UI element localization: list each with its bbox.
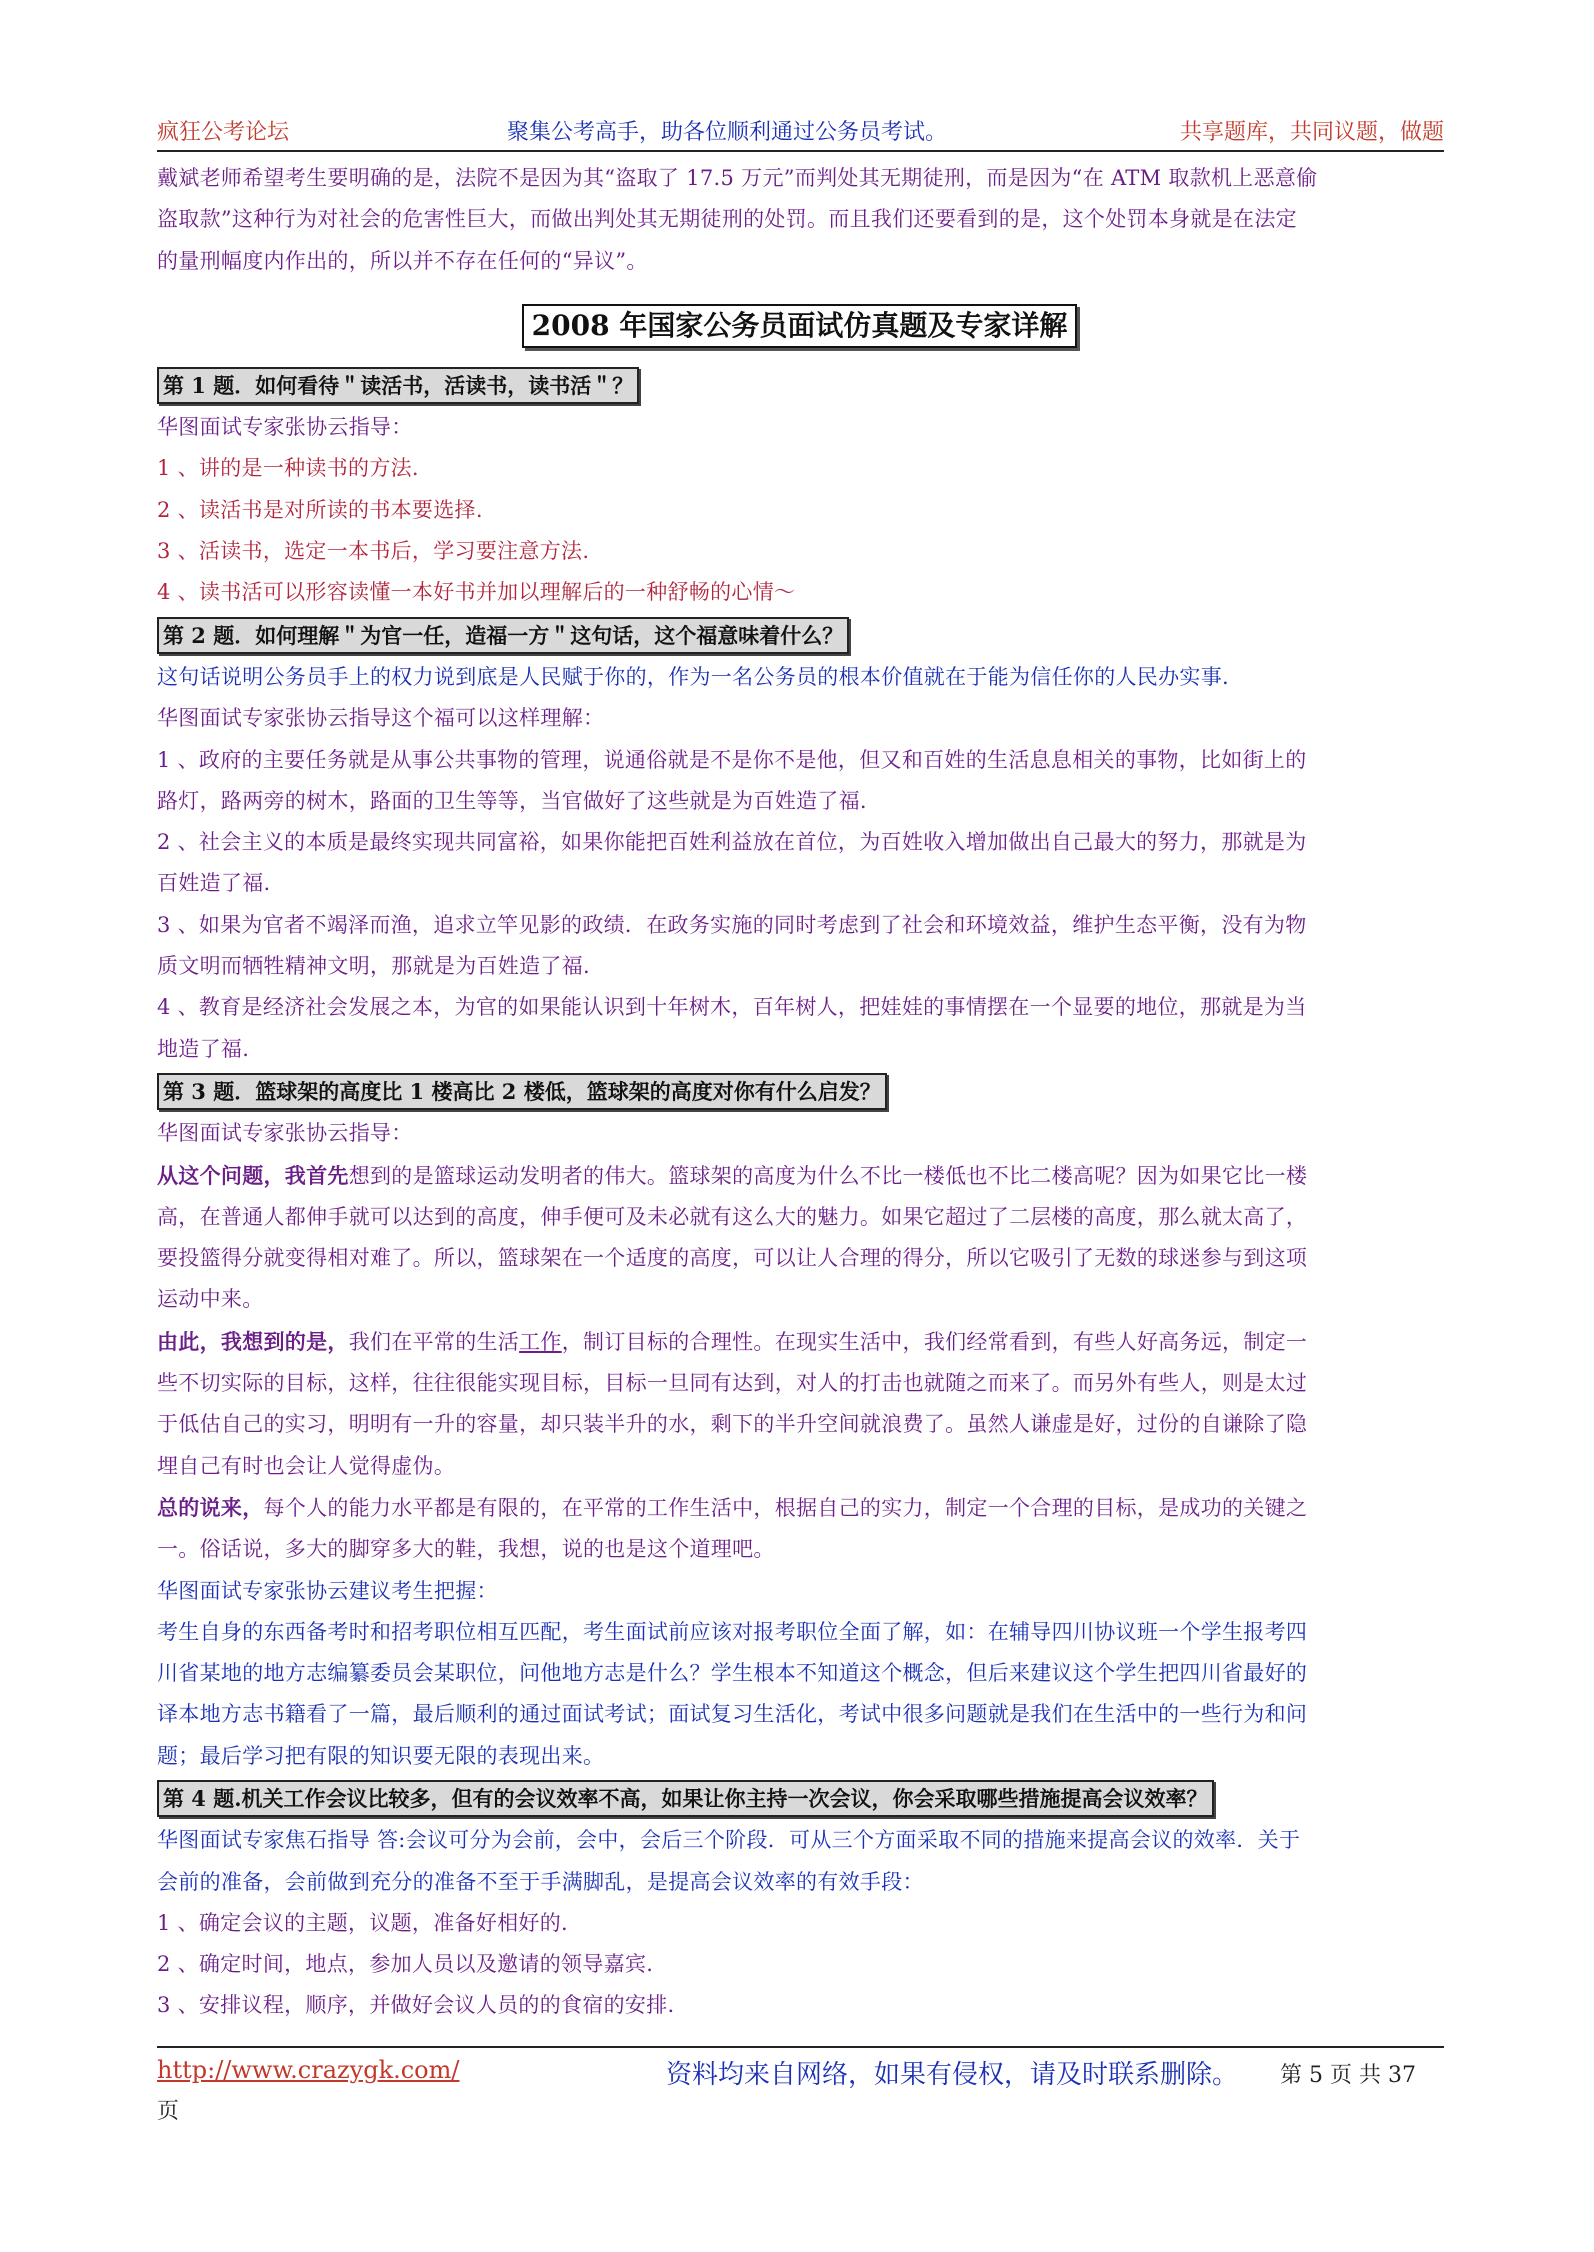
page-header xyxy=(157,116,1444,152)
q1-line: 1 、讲的是一种读书的方法. xyxy=(157,456,419,481)
q3-advice-line: 译本地方志书籍看了一篇，最后顺利的通过面试考试；面试复习生活化，考试中很多问题就是我们在生活中的一些行为和问 xyxy=(157,1702,1308,1727)
q4-intro-line: 会前的准备，会前做到充分的准备不至于手满脚乱，是提高会议效率的有效手段： xyxy=(157,1869,924,1894)
q2-line: 华图面试专家张协云指导这个福可以这样理解： xyxy=(157,706,605,731)
header-left: 疯狂公考论坛 xyxy=(157,120,290,145)
q3-p2-line xyxy=(157,1321,1442,1363)
q3-p1-line: 运动中来。 xyxy=(157,1287,264,1312)
q3-advice-line: 考生自身的东西备考时和招考职位相互匹配，考生面试前应该对报考职位全面了解，如：在辅导四川协议班一个学生报考四 xyxy=(157,1619,1308,1644)
q3-advice-line: 华图面试专家张协云建议考生把握： xyxy=(157,1578,498,1603)
q3-guide: 华图面试专家张协云指导： xyxy=(157,1121,413,1146)
q1-line: 4 、读书活可以形容读懂一本好书并加以理解后的一种舒畅的心情～ xyxy=(157,580,796,605)
footer-url[interactable] xyxy=(157,2056,459,2084)
intro-line: 戴斌老师希望考生要明确的是，法院不是因为其“盗取了 17.5 万元”而判处其无期徒刑，而是因为“在 ATM 取款机上恶意偷 xyxy=(157,166,1318,190)
q3-p3-lead: 总的说来， xyxy=(157,1494,264,1520)
q3-advice-line: 题；最后学习把有限的知识要无限的表现出来。 xyxy=(157,1743,605,1768)
page-number: 第 5 页 共 37 xyxy=(1280,2063,1416,2088)
q3-p3-line xyxy=(157,1487,1442,1529)
footer-rule xyxy=(157,2046,1444,2048)
footer-url-link[interactable]: http://www.crazygk.com/ xyxy=(157,2056,460,2084)
q3-p1-text: 想到的是篮球运动发明者的伟大。篮球架的高度为什么不比一楼低也不比二楼高呢？因为如果它比一楼 xyxy=(348,1163,1308,1188)
q3-p1-line xyxy=(157,1155,1442,1197)
question-2-heading: 第 2 题．如何理解＂为官一任，造福一方＂这句话，这个福意味着什么？ xyxy=(157,617,849,654)
q1-line: 华图面试专家张协云指导： xyxy=(157,415,413,440)
title-block xyxy=(157,282,1442,364)
q1-line: 3 、活读书，选定一本书后，学习要注意方法. xyxy=(157,539,590,564)
q2-line: 地造了福. xyxy=(157,1036,250,1061)
page-body xyxy=(157,158,1442,2027)
q3-p2-text-rest: ，制订目标的合理性。在现实生活中，我们经常看到，有些人好高务远，制定一 xyxy=(561,1329,1308,1354)
q3-p1-line: 要投篮得分就变得相对难了。所以，篮球架在一个适度的高度，可以让人合理的得分，所以它吸引了无数的球迷参与到这项 xyxy=(157,1246,1308,1271)
question-1-heading: 第 1 题．如何看待＂读活书，活读书，读书活＂？ xyxy=(157,367,639,404)
q3-advice-line: 川省某地的地方志编纂委员会某职位，问他地方志是什么？学生根本不知道这个概念，但后来建议这个学生把四川省最好的 xyxy=(157,1661,1308,1686)
q2-line: 3 、如果为官者不竭泽而渔，追求立竿见影的政绩．在政务实施的同时考虑到了社会和环境效益，维护生态平衡，没有为物 xyxy=(157,912,1307,937)
q3-p3-line: 一。俗话说，多大的脚穿多大的鞋，我想，说的也是这个道理吧。 xyxy=(157,1537,775,1562)
q3-p3-text: 每个人的能力水平都是有限的，在平常的工作生活中，根据自己的实力，制定一个合理的目标，是成功的关键之 xyxy=(263,1495,1308,1520)
q4-line: 1 、确定会议的主题，议题，准备好相好的. xyxy=(157,1910,569,1935)
q2-line: 这句话说明公务员手上的权力说到底是人民赋于你的，作为一名公务员的根本价值就在于能为信任你的人民办实事. xyxy=(157,664,1229,689)
footer-note: 资料均来自网络，如果有侵权，请及时联系删除。 xyxy=(666,2060,1239,2090)
q4-line: 2 、确定时间，地点，参加人员以及邀请的领导嘉宾. xyxy=(157,1952,654,1977)
header-middle: 聚集公考高手，助各位顺利通过公务员考试。 xyxy=(507,120,948,145)
page-number-tail: 页 xyxy=(157,2099,180,2124)
q4-line: 3 、安排议程，顺序，并做好会议人员的的食宿的安排. xyxy=(157,1993,675,2018)
q3-p1-lead: 从这个问题，我首先 xyxy=(157,1162,349,1188)
q3-p2-line: 埋自己有时也会让人觉得虚伪。 xyxy=(157,1453,456,1478)
q2-line: 1 、政府的主要任务就是从事公共事物的管理，说通俗就是不是你不是他，但又和百姓的生活息息相关的事物，比如街上的 xyxy=(157,747,1307,772)
q2-line: 4 、教育是经济社会发展之本，为官的如果能认识到十年树木，百年树人，把娃娃的事情摆在一个显要的地位，那就是为当 xyxy=(157,995,1307,1020)
page-title: 2008 年国家公务员面试仿真题及专家详解 xyxy=(522,304,1078,348)
header-right: 共享题库，共同议题，做题 xyxy=(1179,120,1444,145)
q3-p1-line: 高，在普通人都伸手就可以达到的高度，伸手便可及未必就有这么大的魅力。如果它超过了二层楼的高度，那么就太高了， xyxy=(157,1204,1308,1229)
q3-p2-lead: 由此，我想到的是， xyxy=(157,1328,349,1354)
q3-p2-line: 些不切实际的目标，这样，往往很能实现目标，目标一旦同有达到，对人的打击也就随之而来了。而另外有些人，则是太过 xyxy=(157,1371,1308,1396)
intro-line: 盗取款”这种行为对社会的危害性巨大，而做出判处其无期徒刑的处罚。而且我们还要看到的是，这个处罚本身就是在法定 xyxy=(157,207,1297,232)
q2-line: 2 、社会主义的本质是最终实现共同富裕，如果你能把百姓利益放在首位，为百姓收入增加做出自己最大的努力，那就是为 xyxy=(157,830,1307,855)
q3-p2-underlined: 工作 xyxy=(519,1329,562,1354)
question-3-heading: 第 3 题．篮球架的高度比 1 楼高比 2 楼低，篮球架的高度对你有什么启发？ xyxy=(157,1073,887,1110)
q3-p2-text: 我们在平常的生活 xyxy=(348,1329,520,1354)
q2-line: 质文明而牺牲精神文明，那就是为百姓造了福. xyxy=(157,954,590,979)
q2-line: 百姓造了福. xyxy=(157,871,271,896)
q4-intro-line: 华图面试专家焦石指导 答:会议可分为会前，会中，会后三个阶段．可从三个方面采取不同的措施来提高会议的效率．关于 xyxy=(157,1828,1301,1853)
intro-line: 的量刑幅度内作出的，所以并不存在任何的“异议”。 xyxy=(157,248,648,273)
q1-line: 2 、读活书是对所读的书本要选择. xyxy=(157,497,483,522)
question-4-heading: 第 4 题.机关工作会议比较多，但有的会议效率不高，如果让你主持一次会议，你会采取哪些措施提高会议效率？ xyxy=(157,1780,1214,1817)
q2-line: 路灯，路两旁的树木，路面的卫生等等，当官做好了这些就是为百姓造了福. xyxy=(157,788,867,813)
q3-p2-line: 于低估自己的实习，明明有一升的容量，却只装半升的水，剩下的半升空间就浪费了。虽然人谦虚是好，过份的自谦除了隐 xyxy=(157,1412,1308,1437)
